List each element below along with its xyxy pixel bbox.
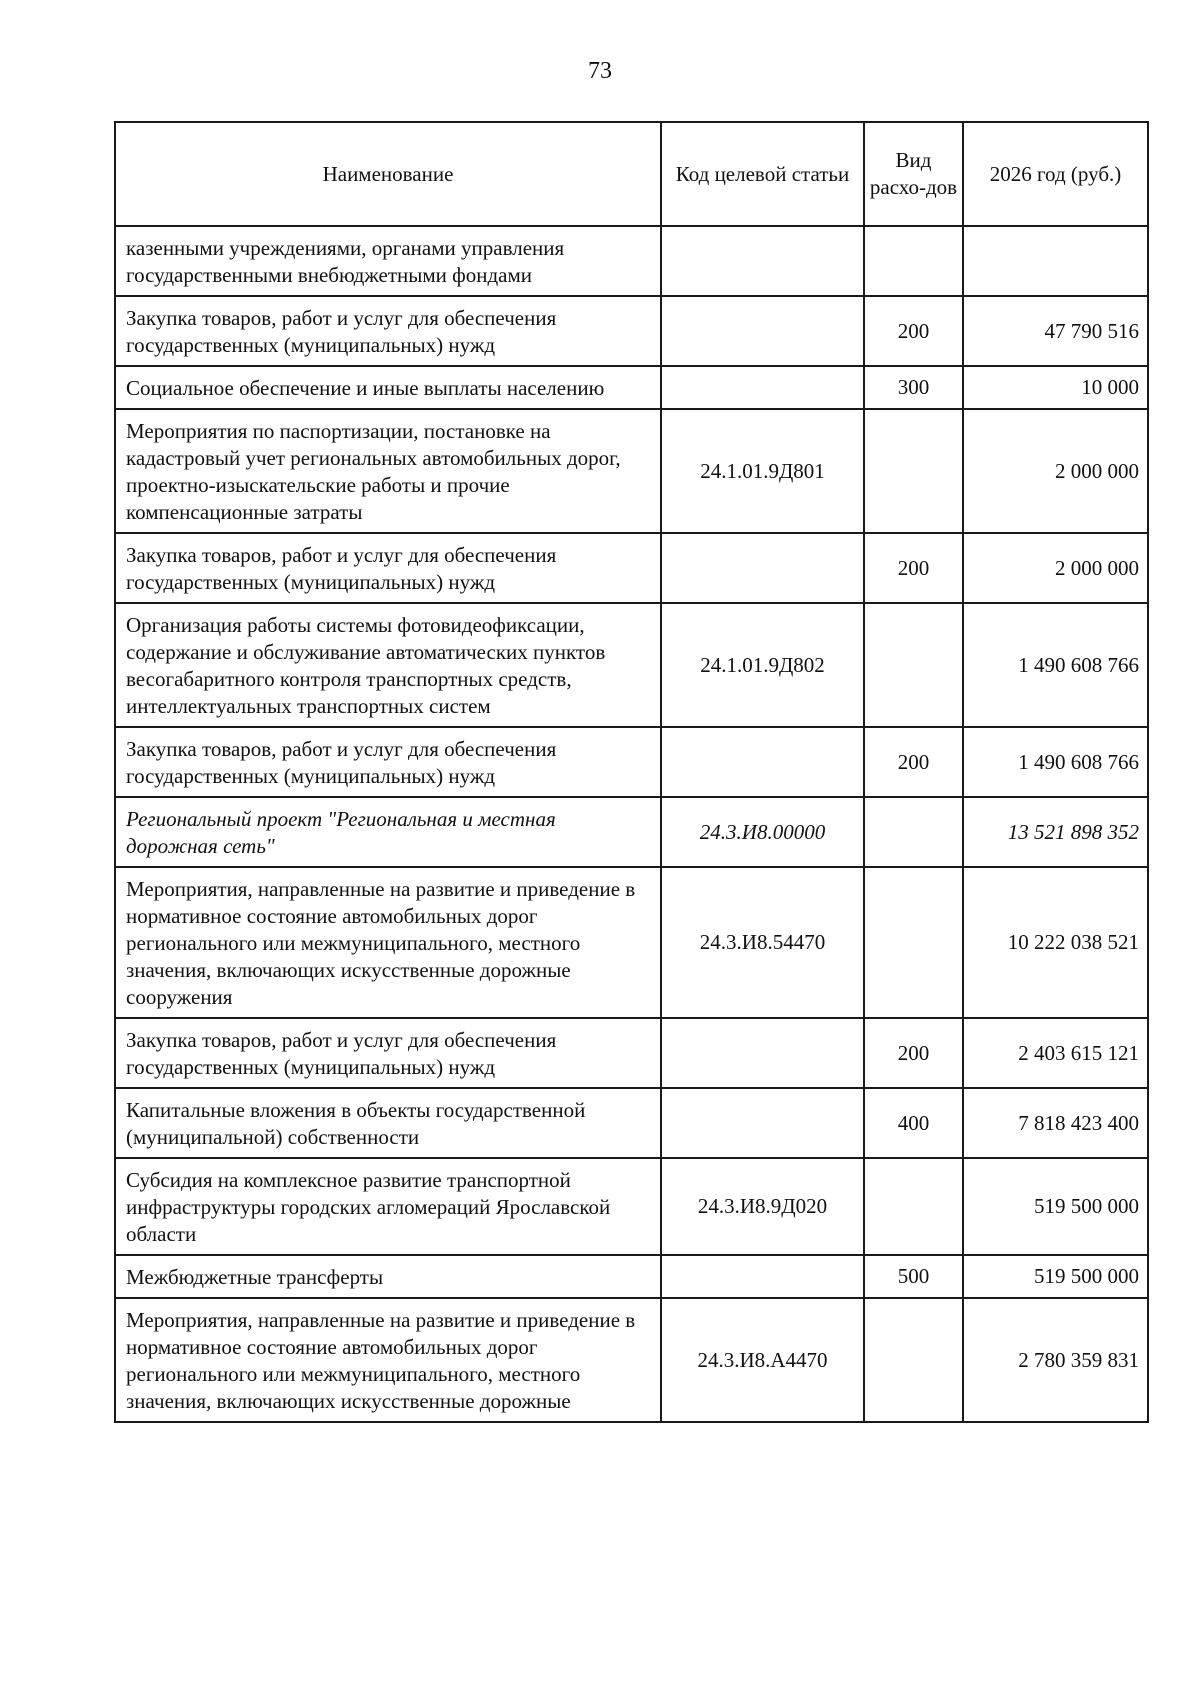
- cell-type: 500: [864, 1255, 963, 1298]
- table-row: [115, 867, 1148, 1018]
- cell-type: [864, 1298, 963, 1422]
- cell-amount: 2 780 359 831: [963, 1298, 1148, 1422]
- cell-type: [864, 867, 963, 1018]
- cell-name: Организация работы системы фотовидеофиксации, содержание и обслуживание автоматических пунктов весогабаритного контроля транспортных средств, интеллектуальных транспортных систем: [115, 603, 661, 727]
- cell-amount: 7 818 423 400: [963, 1088, 1148, 1158]
- cell-type: 400: [864, 1088, 963, 1158]
- cell-name: Закупка товаров, работ и услуг для обеспечения государственных (муниципальных) нужд: [115, 296, 661, 366]
- table-row: [115, 226, 1148, 296]
- cell-name: Капитальные вложения в объекты государственной (муниципальной) собственности: [115, 1088, 661, 1158]
- cell-code: [661, 727, 864, 797]
- table-row: [115, 1298, 1148, 1422]
- table-row: [115, 603, 1148, 727]
- cell-code: [661, 296, 864, 366]
- table-row: [115, 1255, 1148, 1298]
- cell-code: [661, 226, 864, 296]
- table-row: [115, 1088, 1148, 1158]
- cell-amount: 1 490 608 766: [963, 603, 1148, 727]
- cell-name: Мероприятия по паспортизации, постановке на кадастровый учет региональных автомобильных дорог, проектно-изыскательские работы и прочие компенсационные затраты: [115, 409, 661, 533]
- cell-name: Закупка товаров, работ и услуг для обеспечения государственных (муниципальных) нужд: [115, 727, 661, 797]
- table-row: [115, 797, 1148, 867]
- cell-name: казенными учреждениями, органами управления государственными внебюджетными фондами: [115, 226, 661, 296]
- cell-code: 24.3.И8.00000: [661, 797, 864, 867]
- cell-type: 300: [864, 366, 963, 409]
- cell-name: Социальное обеспечение и иные выплаты населению: [115, 366, 661, 409]
- cell-amount: 2 000 000: [963, 409, 1148, 533]
- header-name: Наименование: [115, 122, 661, 226]
- header-type: Вид расхо-дов: [864, 122, 963, 226]
- cell-code: 24.3.И8.А4470: [661, 1298, 864, 1422]
- table-row: [115, 1018, 1148, 1088]
- cell-amount: 519 500 000: [963, 1255, 1148, 1298]
- header-code: Код целевой статьи: [661, 122, 864, 226]
- cell-type: 200: [864, 296, 963, 366]
- cell-code: [661, 1255, 864, 1298]
- cell-amount: 13 521 898 352: [963, 797, 1148, 867]
- cell-code: 24.1.01.9Д802: [661, 603, 864, 727]
- cell-amount: 10 222 038 521: [963, 867, 1148, 1018]
- cell-name: Мероприятия, направленные на развитие и приведение в нормативное состояние автомобильных дорог регионального или межмуниципального, местного значения, включающих искусственные дорожные: [115, 1298, 661, 1422]
- cell-name: Субсидия на комплексное развитие транспортной инфраструктуры городских агломераций Ярославской области: [115, 1158, 661, 1255]
- cell-name: Закупка товаров, работ и услуг для обеспечения государственных (муниципальных) нужд: [115, 533, 661, 603]
- cell-code: [661, 1018, 864, 1088]
- table-row: [115, 1158, 1148, 1255]
- cell-amount: 47 790 516: [963, 296, 1148, 366]
- budget-table: [114, 121, 1149, 1423]
- cell-code: 24.3.И8.54470: [661, 867, 864, 1018]
- table-row: [115, 533, 1148, 603]
- cell-amount: 1 490 608 766: [963, 727, 1148, 797]
- cell-name: Межбюджетные трансферты: [115, 1255, 661, 1298]
- cell-amount: [963, 226, 1148, 296]
- header-amount: 2026 год (руб.): [963, 122, 1148, 226]
- table-header-row: [115, 122, 1148, 226]
- cell-name: Мероприятия, направленные на развитие и приведение в нормативное состояние автомобильных дорог регионального или межмуниципального, местного значения, включающих искусственные дорожные сооружения: [115, 867, 661, 1018]
- table-row: [115, 366, 1148, 409]
- cell-type: [864, 603, 963, 727]
- cell-amount: 2 000 000: [963, 533, 1148, 603]
- cell-type: [864, 797, 963, 867]
- cell-code: [661, 1088, 864, 1158]
- cell-type: 200: [864, 1018, 963, 1088]
- cell-amount: 519 500 000: [963, 1158, 1148, 1255]
- cell-code: 24.3.И8.9Д020: [661, 1158, 864, 1255]
- cell-type: [864, 409, 963, 533]
- table-body: [115, 226, 1148, 1422]
- table-row: [115, 296, 1148, 366]
- cell-type: [864, 226, 963, 296]
- cell-name: Закупка товаров, работ и услуг для обеспечения государственных (муниципальных) нужд: [115, 1018, 661, 1088]
- cell-name: Региональный проект "Региональная и местная дорожная сеть": [115, 797, 661, 867]
- cell-amount: 10 000: [963, 366, 1148, 409]
- cell-code: 24.1.01.9Д801: [661, 409, 864, 533]
- cell-code: [661, 366, 864, 409]
- cell-code: [661, 533, 864, 603]
- cell-type: 200: [864, 727, 963, 797]
- cell-type: [864, 1158, 963, 1255]
- table-row: [115, 727, 1148, 797]
- table-row: [115, 409, 1148, 533]
- cell-amount: 2 403 615 121: [963, 1018, 1148, 1088]
- page-number: 73: [588, 58, 612, 84]
- cell-type: 200: [864, 533, 963, 603]
